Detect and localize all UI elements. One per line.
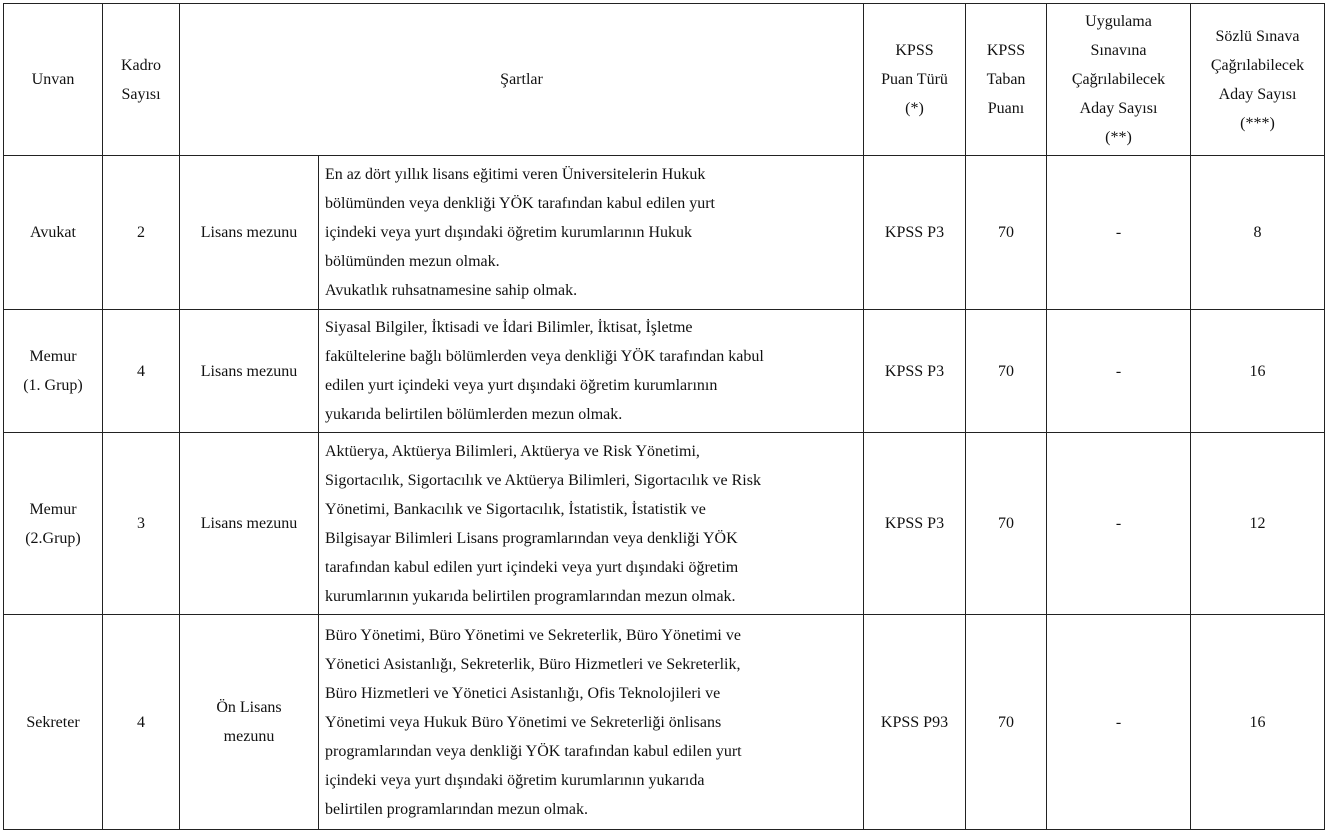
cell-text: Avukat [30,224,76,241]
cell-text: Lisans mezunu [200,515,298,532]
uygulama-cell [1047,310,1191,433]
header-kadro-sayisi [103,4,180,156]
cell-text: mezunu [223,728,275,745]
cell-text: Şartlar [500,71,543,88]
taban-puani-cell [966,615,1047,830]
table-row [4,156,1325,310]
cell-text: (2.Grup) [25,529,81,547]
kadro-table [3,3,1325,830]
cell-text: 2 [137,224,145,241]
cell-text: Unvan [31,71,75,88]
cell-text: 16 [1249,362,1266,380]
cell-text: (1. Grup) [23,377,83,394]
egitim-cell [180,156,319,310]
table-row [4,433,1325,615]
cell-text: 12 [1249,515,1266,532]
cell-text: Büro Yönetimi, Büro Yönetimi ve Sekreterlik, Büro Yönetimi ve [325,626,741,644]
puan-turu-cell [864,156,966,310]
header-uygulama-aday-sayisi [1047,4,1191,156]
cell-text: - [1115,515,1122,532]
cell-text: kurumlarının yukarıda belirtilen programlarından mezun olmak. [325,587,736,605]
cell-text: Memur [29,348,77,365]
taban-puani-cell [966,310,1047,433]
cell-text: Puanı [987,100,1025,117]
puan-turu-cell [864,615,966,830]
cell-text: fakültelerine bağlı bölümlerden veya denkliği YÖK tarafından kabul [325,348,764,365]
cell-text: Ön Lisans [216,699,282,716]
cell-text: Uygulama [1085,13,1152,30]
cell-text: Sigortacılık, Sigortacılık ve Aktüerya Bilimleri, Sigortacılık ve Risk [325,471,761,489]
cell-text: 70 [998,224,1014,241]
sozlu-cell [1191,310,1325,433]
cell-text: 16 [1249,713,1266,731]
cell-text: belirtilen programlarından mezun olmak. [325,800,589,818]
cell-text: Aday Sayısı [1218,85,1297,103]
cell-text: yukarıda belirtilen bölümlerden mezun olmak. [325,406,623,423]
cell-text: bölümünden mezun olmak. [325,253,500,270]
cell-text: bölümünden veya denkliği YÖK tarafından kabul edilen yurt [325,195,715,212]
cell-text: Büro Hizmetleri ve Yönetici Asistanlığı, Ofis Teknolojileri ve [325,684,721,702]
cell-text: 70 [998,515,1014,532]
cell-text: Çağrılabilecek [1071,71,1166,88]
sartlar-cell [319,310,864,433]
cell-text: KPSS P3 [884,515,945,532]
sartlar-cell [319,615,864,830]
cell-text: (**) [1105,129,1132,146]
cell-text: Bilgisayar Bilimleri Lisans programlarından veya denkliği YÖK [325,529,738,547]
cell-text: KPSS [986,42,1026,59]
cell-text: (***) [1240,114,1275,132]
cell-text: KPSS [895,42,934,59]
cell-text: programlarından veya denkliği YÖK tarafından kabul edilen yurt [325,742,742,760]
header-row [4,4,1325,156]
header-kpss-puan-turu [864,4,966,156]
cell-text: Sayısı [121,85,161,103]
cell-text: Çağrılabilecek [1210,56,1305,74]
cell-text: En az dört yıllık lisans eğitimi veren Üniversitelerin Hukuk [325,166,706,183]
cell-text: KPSS P3 [884,224,945,241]
cell-text: Puan Türü [881,71,948,88]
cell-text: Memur [29,500,77,518]
cell-text: Yönetimi veya Hukuk Büro Yönetimi ve Sekreterliği önlisans [325,713,722,731]
cell-text: 4 [137,713,145,731]
header-unvan [4,4,103,156]
cell-text: Sekreter [26,713,80,731]
unvan-cell [4,156,103,310]
header-kpss-taban-puani [966,4,1047,156]
uygulama-cell [1047,615,1191,830]
cell-text: 4 [137,362,145,380]
egitim-cell [180,615,319,830]
sartlar-cell [319,433,864,615]
cell-text: Aktüerya, Aktüerya Bilimleri, Aktüerya ve Risk Yönetimi, [325,442,700,460]
cell-text: Siyasal Bilgiler, İktisadi ve İdari Bilimler, İktisat, İşletme [325,319,693,336]
cell-text: Yönetimi, Bankacılık ve Sigortacılık, İstatistik, İstatistik ve [325,500,706,518]
cell-text: KPSS P93 [880,713,949,731]
cell-text: 70 [998,362,1014,380]
cell-text: Lisans mezunu [200,224,298,241]
cell-text: içindeki veya yurt dışındaki öğretim kurumlarının Hukuk [325,224,693,241]
uygulama-cell [1047,433,1191,615]
kadro-cell [103,310,180,433]
cell-text: Aday Sayısı [1079,100,1158,117]
cell-text: (*) [905,100,924,117]
sozlu-cell [1191,156,1325,310]
cell-text: 70 [998,713,1014,731]
cell-text: KPSS P3 [884,362,945,380]
egitim-cell [180,433,319,615]
header-sozlu-aday-sayisi [1191,4,1325,156]
table-row [4,310,1325,433]
taban-puani-cell [966,433,1047,615]
puan-turu-cell [864,433,966,615]
kadro-cell [103,615,180,830]
cell-text: Sınavına [1090,42,1147,59]
kadro-cell [103,433,180,615]
cell-text: Taban [986,71,1026,88]
sozlu-cell [1191,615,1325,830]
uygulama-cell [1047,156,1191,310]
sartlar-cell [319,156,864,310]
cell-text: Kadro [121,56,161,74]
taban-puani-cell [966,156,1047,310]
table-row [4,615,1325,830]
unvan-cell [4,433,103,615]
kadro-cell [103,156,180,310]
egitim-cell [180,310,319,433]
puan-turu-cell [864,310,966,433]
cell-text: Lisans mezunu [200,362,298,380]
cell-text: Sözlü Sınava [1215,27,1300,45]
cell-text: Avukatlık ruhsatnamesine sahip olmak. [325,282,578,299]
unvan-cell [4,310,103,433]
cell-text: 3 [137,515,145,532]
unvan-cell [4,615,103,830]
cell-text: edilen yurt içindeki veya yurt dışındaki öğretim kurumlarının [325,377,718,394]
cell-text: Yönetici Asistanlığı, Sekreterlik, Büro Hizmetleri ve Sekreterlik, [325,655,741,673]
header-sartlar [180,4,864,156]
cell-text: - [1115,713,1122,731]
cell-text: tarafından kabul edilen yurt içindeki veya yurt dışındaki öğretim [325,558,739,576]
cell-text: - [1115,224,1122,241]
sozlu-cell [1191,433,1325,615]
cell-text: içindeki veya yurt dışındaki öğretim kurumlarının yukarıda [325,771,705,789]
cell-text: - [1115,362,1122,380]
cell-text: 8 [1253,224,1262,241]
